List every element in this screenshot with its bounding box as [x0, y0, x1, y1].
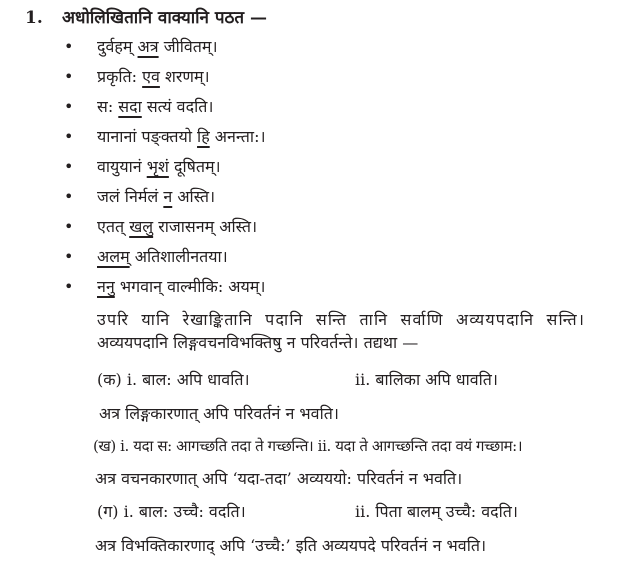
sentence-text: अतिशालीनतया।: [129, 247, 228, 266]
question-heading: अधोलिखितानि वाक्यानि पठत —: [62, 8, 268, 28]
example-kha-note: अत्र वचनकारणात् अपि ‘यदा-तदा’ अव्यययो: परिवर्तनं न भवति।: [95, 469, 463, 488]
example-i: i. बाल: उच्चै: वदति।: [123, 502, 246, 521]
example-ii: ii. यदा ते आगच्छन्ति तदा वयं गच्छाम:।: [317, 437, 523, 455]
underlined-indeclinable: ननु: [97, 277, 115, 296]
bullet-icon: •: [64, 187, 74, 206]
list-item: [97, 217, 257, 237]
list-item: [97, 67, 210, 87]
underlined-indeclinable: अलम्: [97, 247, 130, 266]
example-label: (ग): [97, 502, 119, 521]
bullet-icon: •: [64, 157, 74, 176]
bullet-icon: •: [64, 127, 74, 146]
underlined-indeclinable: खलु: [129, 217, 154, 236]
sentence-text: एतत्: [97, 217, 130, 236]
underlined-indeclinable: हि: [197, 127, 210, 146]
list-item: [97, 97, 213, 117]
example-ga-note: अत्र विभक्तिकारणाद् अपि ‘उच्चै:’ इति अव्ययपदे परिवर्तनं न भवति।: [95, 536, 487, 555]
underlined-indeclinable: अत्र: [137, 37, 159, 56]
question-number: 1.: [25, 8, 43, 28]
sentence-text: यानानां पङ्क्तयो: [97, 127, 198, 146]
sentence-text: दुर्वहम्: [97, 37, 138, 56]
underlined-indeclinable: सदा: [118, 97, 142, 116]
paragraph-underlined-words: उपरि यानि रेखाङ्कितानि पदानि सन्ति तानि सर्वाणि अव्ययपदानि सन्ति।: [97, 310, 586, 329]
bullet-icon: •: [64, 67, 74, 86]
sentence-text: अस्ति।: [172, 187, 216, 206]
paragraph-indeclinables: अव्ययपदानि लिङ्गवचनविभक्तिषु न परिवर्तन्ते। तद्यथा —: [97, 333, 419, 352]
bullet-icon: •: [64, 37, 74, 56]
example-ga: [97, 502, 246, 522]
example-label: (ख): [93, 437, 116, 455]
sentence-text: जीवितम्।: [158, 37, 218, 56]
bullet-icon: •: [64, 277, 74, 296]
underlined-indeclinable: भृशं: [146, 157, 169, 176]
example-kha: [93, 436, 522, 456]
underlined-indeclinable: न: [163, 187, 173, 206]
sentence-text: जलं निर्मलं: [97, 187, 164, 206]
sentence-text: स:: [97, 97, 119, 116]
sentence-text: सत्यं वदति।: [141, 97, 214, 116]
sentence-text: वायुयानं: [97, 157, 147, 176]
list-item: [97, 37, 218, 57]
example-i: i. यदा स: आगच्छति तदा ते गच्छन्ति।: [120, 437, 314, 455]
list-item: [97, 157, 221, 177]
example-ka: [97, 370, 250, 390]
sentence-text: भगवान् वाल्मीकि: अयम्।: [114, 277, 266, 296]
underlined-indeclinable: एव: [142, 67, 160, 86]
bullet-icon: •: [64, 97, 74, 116]
list-item: [97, 277, 265, 297]
list-item: [97, 127, 266, 147]
example-ka-ii: ii. बालिका अपि धावति।: [355, 370, 498, 389]
sentence-text: शरणम्।: [159, 67, 210, 86]
bullet-icon: •: [64, 217, 74, 236]
bullet-icon: •: [64, 247, 74, 266]
sentence-text: दूषितम्।: [168, 157, 221, 176]
list-item: [97, 187, 215, 207]
example-i: i. बाल: अपि धावति।: [126, 370, 250, 389]
sentence-text: अनन्ता:।: [209, 127, 266, 146]
example-ka-note: अत्र लिङ्गकारणात् अपि परिवर्तनं न भवति।: [99, 404, 339, 423]
example-ga-ii: ii. पिता बालम् उच्चै: वदति।: [355, 502, 518, 521]
list-item: [97, 247, 228, 267]
sentence-text: प्रकृति:: [97, 67, 143, 86]
sentence-text: राजासनम् अस्ति।: [153, 217, 258, 236]
example-label: (क): [97, 370, 122, 389]
